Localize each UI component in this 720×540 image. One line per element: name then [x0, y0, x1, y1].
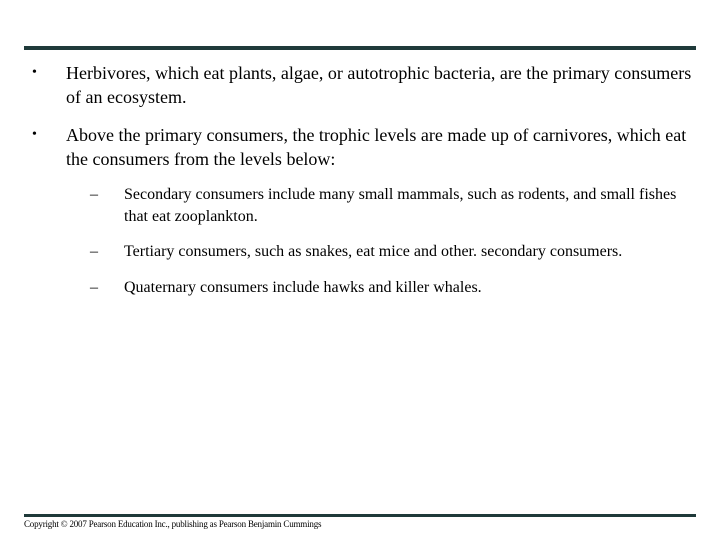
sub-bullet-text: Quaternary consumers include hawks and killer whales.	[124, 279, 482, 296]
bullet-marker: •	[32, 65, 37, 80]
bottom-divider	[24, 514, 696, 517]
sub-bullet-marker: –	[90, 243, 98, 260]
sub-bullet-text: Secondary consumers include many small mammals, such as rodents, and small fishes that eat zooplankton.	[124, 186, 677, 225]
bullet-text: Above the primary consumers, the trophic levels are made up of carnivores, which eat the consumers from the levels below:	[66, 125, 687, 169]
sub-bullet-marker: –	[90, 279, 98, 296]
bullet-marker: •	[32, 127, 37, 142]
sub-bullet-marker: –	[90, 186, 98, 203]
sub-bullet-text: Tertiary consumers, such as snakes, eat mice and other. secondary consumers.	[124, 243, 623, 260]
top-divider	[24, 46, 696, 50]
bullet-text: Herbivores, which eat plants, algae, or autotrophic bacteria, are the primary consumers of an ecosystem.	[66, 63, 692, 107]
copyright-notice: Copyright © 2007 Pearson Education Inc., publishing as Pearson Benjamin Cummings	[24, 519, 322, 529]
